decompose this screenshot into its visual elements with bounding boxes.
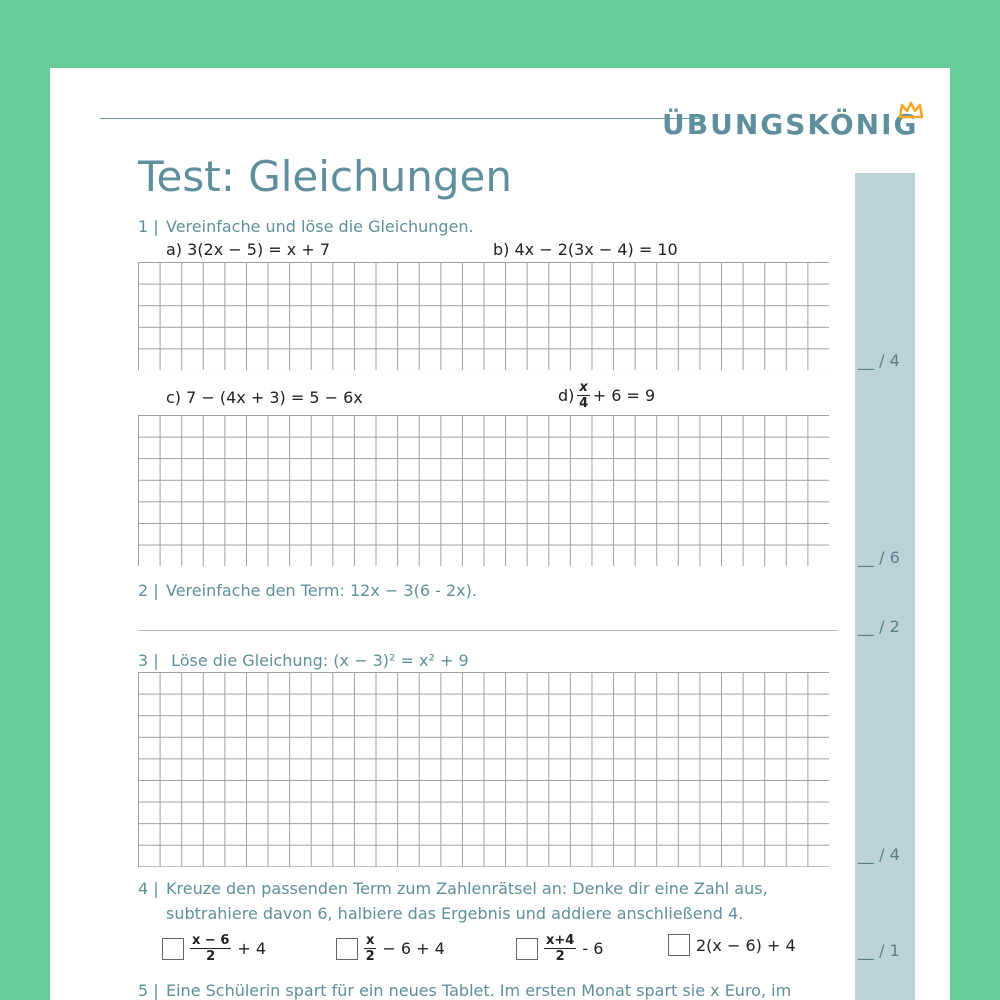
grid-2[interactable] (138, 415, 829, 566)
task-number: 2 | (138, 581, 159, 600)
header-rule (100, 118, 700, 119)
task-5-heading (138, 981, 791, 1000)
fraction-denominator: 4 (579, 395, 589, 411)
worksheet (50, 68, 950, 1000)
option-rest: - 6 (582, 939, 604, 959)
option-3[interactable] (516, 934, 603, 963)
fraction-numerator: x+4 (546, 933, 575, 948)
equation-c: c) 7 − (4x + 3) = 5 − 6x (166, 388, 363, 407)
task-number: 1 | (138, 217, 159, 236)
equation-d-label: d) (558, 386, 575, 406)
score-2: __ / 2 (858, 617, 900, 636)
task-number: 5 | (138, 981, 159, 1000)
task-3-heading (138, 651, 469, 670)
fraction-denominator: 2 (365, 948, 375, 964)
fraction-numerator: x − 6 (192, 933, 230, 948)
fraction (544, 934, 576, 963)
fraction-numerator: x (366, 933, 375, 948)
fraction-denominator: 2 (555, 948, 565, 964)
task-4-heading-line2: subtrahiere davon 6, halbiere das Ergebnis und addiere anschließend 4. (166, 904, 744, 923)
page-title: Test: Gleichungen (138, 152, 513, 201)
equation-b: b) 4x − 2(3x − 4) = 10 (493, 240, 678, 259)
score-1ab: __ / 4 (858, 351, 900, 370)
fraction-denominator: 2 (206, 948, 216, 964)
score-3: __ / 4 (858, 845, 900, 864)
equation-d-rest: + 6 = 9 (592, 386, 656, 406)
fraction (364, 934, 376, 963)
crown-icon (898, 101, 924, 119)
option-rest: − 6 + 4 (382, 939, 445, 959)
task-text: Eine Schülerin spart für ein neues Tablet. Im ersten Monat spart sie x Euro, im (166, 981, 792, 1000)
option-text: 2(x − 6) + 4 (696, 935, 796, 955)
grid-3[interactable] (138, 672, 829, 867)
task-text: Löse die Gleichung: (x − 3)² = x² + 9 (166, 651, 469, 670)
task-text: Vereinfache den Term: 12x − 3(6 - 2x). (166, 581, 477, 600)
answer-line[interactable] (138, 630, 838, 631)
option-4[interactable] (668, 934, 796, 956)
checkbox[interactable] (336, 938, 358, 960)
score-column (855, 173, 915, 1000)
score-1cd: __ / 6 (858, 548, 900, 567)
task-text: Vereinfache und löse die Gleichungen. (166, 217, 474, 236)
equation-a: a) 3(2x − 5) = x + 7 (166, 240, 331, 259)
task-1-heading (138, 217, 474, 236)
score-4: __ / 1 (858, 941, 900, 960)
grid-1[interactable] (138, 262, 829, 370)
task-text: Kreuze den passenden Term zum Zahlenrätsel an: Denke dir eine Zahl aus, (166, 879, 768, 898)
option-rest: + 4 (237, 939, 267, 959)
task-2-heading (138, 581, 477, 600)
option-2[interactable] (336, 934, 445, 963)
checkbox[interactable] (516, 938, 538, 960)
checkbox[interactable] (668, 934, 690, 956)
fraction (577, 381, 589, 410)
task-4-heading-line1 (138, 879, 768, 898)
equation-d (558, 381, 655, 410)
checkbox[interactable] (162, 938, 184, 960)
brand-logo: ÜBUNGSKÖNIG (662, 108, 919, 141)
option-1[interactable] (162, 934, 266, 963)
task-number: 3 | (138, 651, 159, 670)
task-number: 4 | (138, 879, 159, 898)
fraction-numerator: x (579, 380, 588, 395)
fraction (190, 934, 231, 963)
